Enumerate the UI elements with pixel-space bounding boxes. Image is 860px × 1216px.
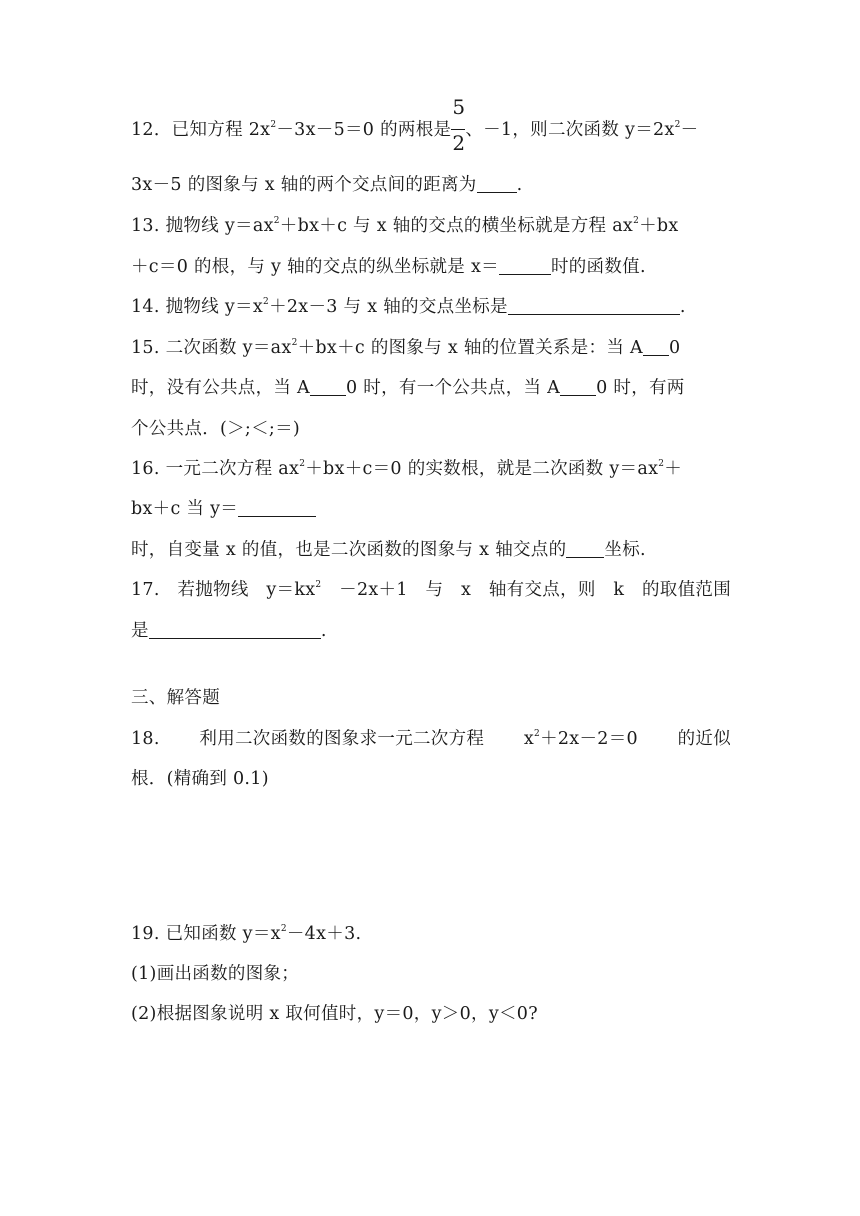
answer-blank[interactable] bbox=[566, 539, 604, 558]
q12-number: 12 bbox=[131, 120, 154, 140]
q18-line-1: 18. 利用二次函数的图象求一元二次方程 $x^2+2x-2=0$ 的近似 bbox=[131, 729, 731, 749]
q17-number: 17. bbox=[131, 580, 160, 600]
fraction-bar bbox=[451, 129, 465, 130]
q12-line-1: 12．已知方程 $2x^2-3x-5=0$ 的两根是 $\frac{5}{2}$ 、－1，则二次函数 $y=2x^2-$ bbox=[131, 94, 699, 155]
answer-blank[interactable] bbox=[238, 498, 316, 517]
exponent: 2 bbox=[534, 729, 541, 739]
exponent: 2 bbox=[270, 120, 277, 130]
q18-number: 18. bbox=[131, 729, 160, 749]
q19-part-1: (1)画出函数的图象； bbox=[131, 964, 300, 984]
q19-line-1: 19. 已知函数 $y=x^2-4x+3$. bbox=[131, 924, 362, 944]
q13-line-2: ＋c＝0 的根，与 y 轴的交点的纵坐标就是 x＝ 时的函数值. bbox=[131, 257, 646, 277]
answer-blank[interactable] bbox=[560, 377, 596, 396]
q19-part-2: (2)根据图象说明 x 取何值时，y＝0，y＞0，y＜0? bbox=[131, 1004, 538, 1024]
q15-line-1: 15. 二次函数 $y=ax^2+bx+c$ 的图象与 x 轴的位置关系是：当 A 0 bbox=[131, 338, 681, 358]
exponent: 2 bbox=[299, 459, 306, 469]
q16-line-1: 16. 一元二次方程 $ax^2+bx+c=0$ 的实数根，就是二次函数 $y=ax^2+$ bbox=[131, 459, 683, 479]
q16-number: 16. bbox=[131, 459, 160, 479]
exponent: 2 bbox=[315, 580, 322, 590]
q13-line-1: 13. 抛物线 $y=ax^2+bx+c$ 与 x 轴的交点的横坐标就是方程 $ax^2+bx$ bbox=[131, 216, 679, 236]
exponent: 2 bbox=[291, 338, 298, 348]
q18-line-2: 根．(精确到 0.1) bbox=[131, 769, 269, 789]
q14-number: 14. bbox=[131, 297, 160, 317]
fraction-five-halves: $\frac{5}{2}$ bbox=[452, 94, 466, 155]
section-heading: 三、解答题 bbox=[131, 688, 220, 708]
exponent: 2 bbox=[280, 924, 287, 934]
q17-line-1: 17. 若抛物线 $y=kx^2$ －2x＋1 与 x 轴有交点，则 k 的取值范围 bbox=[131, 580, 731, 600]
q14-line: 14. 抛物线 $y=x^2+2x-3$ 与 x 轴的交点坐标是 . bbox=[131, 297, 686, 317]
q17-line-2: 是 . bbox=[131, 621, 327, 641]
q13-number: 13. bbox=[131, 216, 160, 236]
answer-blank[interactable] bbox=[310, 377, 346, 396]
q12-line-2: 3x－5 的图象与 x 轴的两个交点间的距离为 . bbox=[131, 175, 523, 195]
answer-blank[interactable] bbox=[499, 256, 551, 275]
q15-line-3: 个公共点．(＞;＜;＝) bbox=[131, 419, 301, 439]
q15-line-2: 时，没有公共点，当 A 0 时，有一个公共点，当 A 0 时，有两 bbox=[131, 378, 685, 398]
exponent: 2 bbox=[263, 297, 270, 307]
answer-blank[interactable] bbox=[508, 296, 680, 315]
exponent: 2 bbox=[273, 216, 280, 226]
answer-blank[interactable] bbox=[149, 620, 321, 639]
answer-blank[interactable] bbox=[477, 174, 517, 193]
q16-line-2: bx＋c 当 y＝ bbox=[131, 497, 731, 521]
exponent: 2 bbox=[633, 216, 640, 226]
q16-line-3: 时，自变量 x 的值，也是二次函数的图象与 x 轴交点的 坐标. bbox=[131, 540, 646, 560]
exponent: 2 bbox=[658, 459, 665, 469]
q15-number: 15. bbox=[131, 338, 160, 358]
exponent: 2 bbox=[674, 120, 681, 130]
answer-blank[interactable] bbox=[643, 337, 669, 356]
q19-number: 19. bbox=[131, 924, 160, 944]
